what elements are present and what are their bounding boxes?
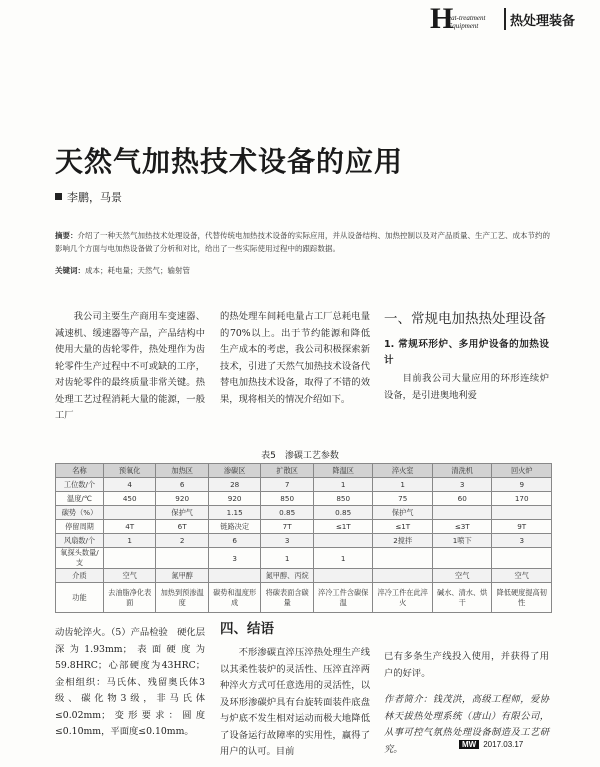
bottom-column-1: 动齿轮淬火。（5）产品检验 硬化层深为1.93mm；表面硬度为59.8HRC；心部硬度为43HRC；金相组织：马氏体、残留奥氏体3级、碳化物3级，非马氏体≤0.02mm；变形要求：圆度≤0.10mm，平面度≤0.10mm。 <box>55 627 206 737</box>
table-cell <box>492 506 552 520</box>
section-heading-1: 一、常规电加热热处理设备 <box>384 311 546 327</box>
logo-line-1: eat-treatment <box>448 14 486 22</box>
table-row <box>56 548 552 569</box>
process-parameters-table <box>55 463 552 613</box>
table-cell: 氮甲醇 <box>156 569 208 583</box>
keywords <box>55 265 555 276</box>
table-row-label: 温度/℃ <box>56 492 104 506</box>
table-cell: 7T <box>261 520 314 534</box>
keywords-label: 关键词： <box>55 266 85 275</box>
table-row <box>56 569 552 583</box>
logo-line-2: Equipment <box>448 22 479 30</box>
table-header-cell: 回火炉 <box>492 464 552 478</box>
table-header-cell: 名称 <box>56 464 104 478</box>
bullet-square-icon <box>55 193 62 200</box>
table-header-cell: 清洗机 <box>432 464 492 478</box>
table-cell: 降低硬度提高韧性 <box>492 583 552 613</box>
table-header-cell: 淬火室 <box>373 464 433 478</box>
table-cell <box>156 548 208 569</box>
table-cell: 空气 <box>432 569 492 583</box>
table-cell: 空气 <box>103 569 155 583</box>
header-divider <box>504 8 506 30</box>
table-cell: 1 <box>261 548 314 569</box>
magazine-badge: MW <box>459 740 479 749</box>
table-header-cell: 扩散区 <box>261 464 314 478</box>
table-row-label: 功能 <box>56 583 104 613</box>
conclusion-text-continued: 已有多条生产线投入使用，并获得了用户的好评。 <box>384 651 549 679</box>
table-row <box>56 506 552 520</box>
table-cell: 7 <box>261 478 314 492</box>
body-column-1: 我公司主要生产商用车变速器、减速机、缓速器等产品，产品结构中使用大量的齿轮零件，热处理作为齿轮零件生产过程中不可或缺的工序，对齿轮零件的最终质量非常关键。热处理工艺过程消耗大量的能源，一般工厂 <box>55 311 205 421</box>
table-cell: 9T <box>492 520 552 534</box>
table-cell: 1喷下 <box>432 534 492 548</box>
table-row-label: 氧探头数量/支 <box>56 548 104 569</box>
table-cell: 450 <box>103 492 155 506</box>
table-cell <box>103 506 155 520</box>
table-cell: ≤3T <box>432 520 492 534</box>
bottom-column-2 <box>220 619 370 761</box>
table-cell: 1 <box>313 548 373 569</box>
table-cell: 1 <box>103 534 155 548</box>
table-cell: 28 <box>208 478 261 492</box>
table-cell: 3 <box>492 534 552 548</box>
table-cell <box>432 548 492 569</box>
table-cell <box>103 548 155 569</box>
table-cell: 淬冷工件含碳保温 <box>313 583 373 613</box>
table-row <box>56 583 552 613</box>
table-cell: 碱水、清水、烘干 <box>432 583 492 613</box>
body-column-3 <box>384 309 549 404</box>
abstract <box>55 229 555 255</box>
table-cell: ≤1T <box>313 520 373 534</box>
table-cell: 850 <box>261 492 314 506</box>
table-cell: 3 <box>432 478 492 492</box>
table-cell <box>492 548 552 569</box>
author-names: 李鹏，马景 <box>67 191 122 204</box>
section-label: 热处理装备 <box>510 14 576 29</box>
section-heading-conclusion: 四、结语 <box>220 621 274 637</box>
table-cell: 60 <box>432 492 492 506</box>
table-cell: ≤1T <box>373 520 433 534</box>
table-cell: 3 <box>261 534 314 548</box>
conclusion-text: 不形渗碳直淬压淬热处理生产线以其柔性装炉的灵活性、压淬直淬两种淬火方式可任意选用的灵活性，以及环形渗碳炉具有台旋转面装件底盘与炉底不发生相对运动而极大地降低了设备运行故障率的实用性，赢得了用户的认可。目前 <box>220 647 370 757</box>
table-cell: 去油脂净化表面 <box>103 583 155 613</box>
table-cell: 将碳表面含碳量 <box>261 583 314 613</box>
table-cell: 4 <box>103 478 155 492</box>
table-cell: 6T <box>156 520 208 534</box>
table-cell: 920 <box>208 492 261 506</box>
table-cell <box>208 569 261 583</box>
table-cell: 空气 <box>492 569 552 583</box>
table-cell <box>373 548 433 569</box>
table-cell <box>313 569 373 583</box>
column-3-text: 目前我公司大量应用的环形连续炉设备，是引进奥地利爱 <box>384 373 549 401</box>
table-cell: 0.85 <box>261 506 314 520</box>
keywords-text: 成本；耗电量；天然气；输射管 <box>85 266 190 275</box>
table-row-label: 介质 <box>56 569 104 583</box>
table-cell: 4T <box>103 520 155 534</box>
table-cell: 0.85 <box>313 506 373 520</box>
table-header-cell: 渗碳区 <box>208 464 261 478</box>
table-cell: 加热到预渗温度 <box>156 583 208 613</box>
body-column-2: 的热处理车间耗电量占工厂总耗电量的70%以上。出于节约能源和降低生产成本的考虑，我公司积极探索新技术，引进了天然气加热技术设备代替电加热技术设备，取得了不错的效果，现将相关的情况介绍如下。 <box>220 311 370 405</box>
table-cell: 850 <box>313 492 373 506</box>
table-cell <box>373 569 433 583</box>
table-cell: 6 <box>208 534 261 548</box>
table-row-label: 风扇数/个 <box>56 534 104 548</box>
table-row <box>56 492 552 506</box>
abstract-label: 摘要： <box>55 231 78 240</box>
table-header-row <box>56 464 552 478</box>
table-cell: 链路决定 <box>208 520 261 534</box>
authors <box>55 189 122 205</box>
table-row <box>56 534 552 548</box>
article-title: 天然气加热技术设备的应用 <box>55 145 404 178</box>
table-header-cell: 加热区 <box>156 464 208 478</box>
table-row <box>56 520 552 534</box>
table-cell: 75 <box>373 492 433 506</box>
table-cell: 2 <box>156 534 208 548</box>
subsection-heading-1: 1. 常规环形炉、多用炉设备的加热设计 <box>384 339 549 366</box>
page-footer <box>459 740 523 749</box>
table-cell: 氮甲醇、丙烷 <box>261 569 314 583</box>
table-cell: 1 <box>313 478 373 492</box>
table-cell: 170 <box>492 492 552 506</box>
table-row-label: 工位数/个 <box>56 478 104 492</box>
table-cell: 碳势和温度形成 <box>208 583 261 613</box>
table-row-label: 碳势（%） <box>56 506 104 520</box>
logo-letter: H <box>430 2 454 35</box>
table-cell <box>432 506 492 520</box>
table-cell: 3 <box>208 548 261 569</box>
issue-number: 2017.03.17 <box>483 740 524 749</box>
table-cell: 920 <box>156 492 208 506</box>
author-bio: 作者简介：钱茂洪，高级工程师，爱协林天拔热处理系统（唐山）有限公司，从事可控气氛热处理设备制造及工艺研究。 <box>384 694 549 755</box>
table-caption: 表5 渗碳工艺参数 <box>261 451 339 461</box>
table-cell <box>313 534 373 548</box>
table-header-cell: 预氧化 <box>103 464 155 478</box>
table-row <box>56 478 552 492</box>
table-cell: 1.15 <box>208 506 261 520</box>
table-cell: 1 <box>373 478 433 492</box>
abstract-text: 介绍了一种天然气加热技术处理设备，代替传统电加热技术设备的实际应用，并从设备结构、加热控制以及对产品质量、生产工艺、成本节约的影响几个方面与电加热设备做了分析和对比，给出了一些实际使用过程中的跟踪数据。 <box>55 231 550 253</box>
table-header-cell: 降温区 <box>313 464 373 478</box>
table-cell: 保护气 <box>373 506 433 520</box>
table-cell: 保护气 <box>156 506 208 520</box>
table-cell: 淬冷工件在此淬火 <box>373 583 433 613</box>
table-cell: 2搅拌 <box>373 534 433 548</box>
table-cell: 6 <box>156 478 208 492</box>
table-cell: 9 <box>492 478 552 492</box>
table-row-label: 停留周期 <box>56 520 104 534</box>
